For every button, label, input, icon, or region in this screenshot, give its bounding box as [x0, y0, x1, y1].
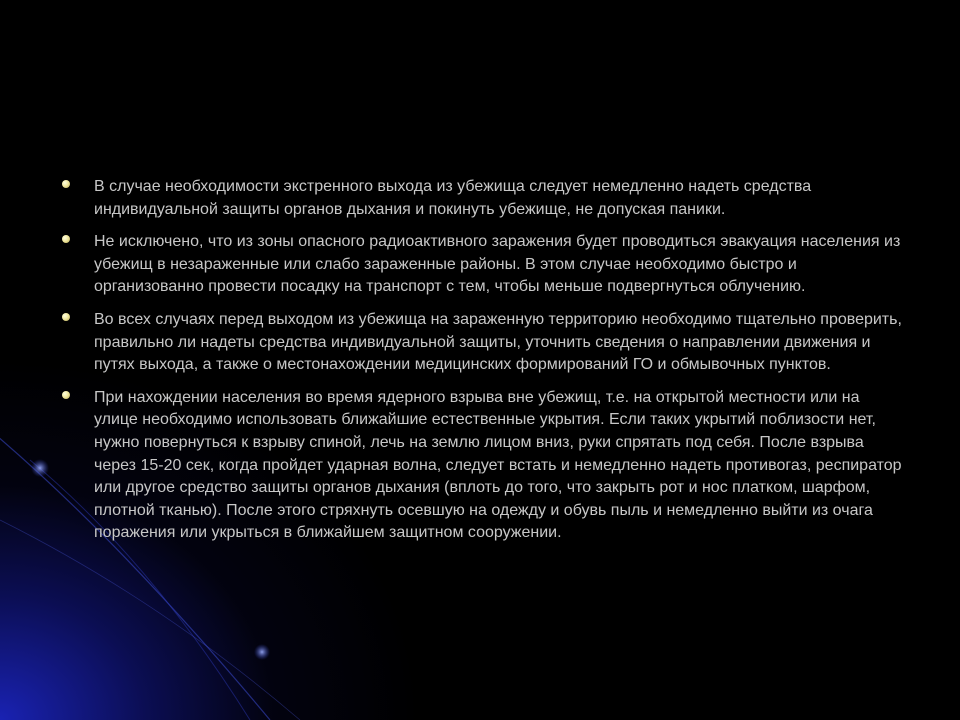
bullet-item	[62, 231, 902, 299]
bullet-dot-icon	[62, 313, 70, 321]
bullet-list	[62, 176, 902, 555]
glow-node-2	[254, 644, 270, 660]
bullet-item	[62, 387, 902, 545]
bullet-dot-icon	[62, 235, 70, 243]
bullet-item	[62, 176, 902, 221]
bullet-text: В случае необходимости экстренного выхода из убежища следует немедленно надеть средства индивидуальной защиты органов дыхания и покинуть убежище, не допуская паники.	[94, 178, 812, 218]
bullet-item	[62, 309, 902, 377]
bullet-text: Не исключено, что из зоны опасного радиоактивного заражения будет проводиться эвакуация населения из убежищ в незараженные или слабо зараженные районы. В этом случае необходимо быстро и организованно провести посадку на транспорт с тем, чтобы меньше подвергнуться облучению.	[94, 233, 901, 296]
glow-node-1	[31, 459, 49, 477]
bullet-text: Во всех случаях перед выходом из убежища на зараженную территорию необходимо тщательно проверить, правильно ли надеты средства индивидуальной защиты, уточнить сведения о направлении движения и путях выхода, а также о местонахождении медицинских формирований ГО и обмывочных пунктов.	[94, 310, 902, 374]
bullet-dot-icon	[62, 391, 70, 399]
bullet-text: При нахождении населения во время ядерного взрыва вне убежищ, т.е. на открытой местности или на улице необходимо использовать ближайшие естественные укрытия. Если таких укрытий поблизости нет, нужно повернуться к взрыву спиной, лечь на землю лицом вниз, руки спрятать под себя. После взрыва через 15-20 сек, когда пройдет ударная волна, следует встать и немедленно надеть противогаз, респиратор или другое средство защиты органов дыхания (вплоть до того, что закрыть рот и нос платком, шарфом, плотной тканью). После этого стряхнуть осевшую на одежду и обувь пыль и немедленно выйти из очага поражения или укрыться в ближайшем защитном сооружении.	[94, 388, 902, 542]
bullet-dot-icon	[62, 180, 70, 188]
